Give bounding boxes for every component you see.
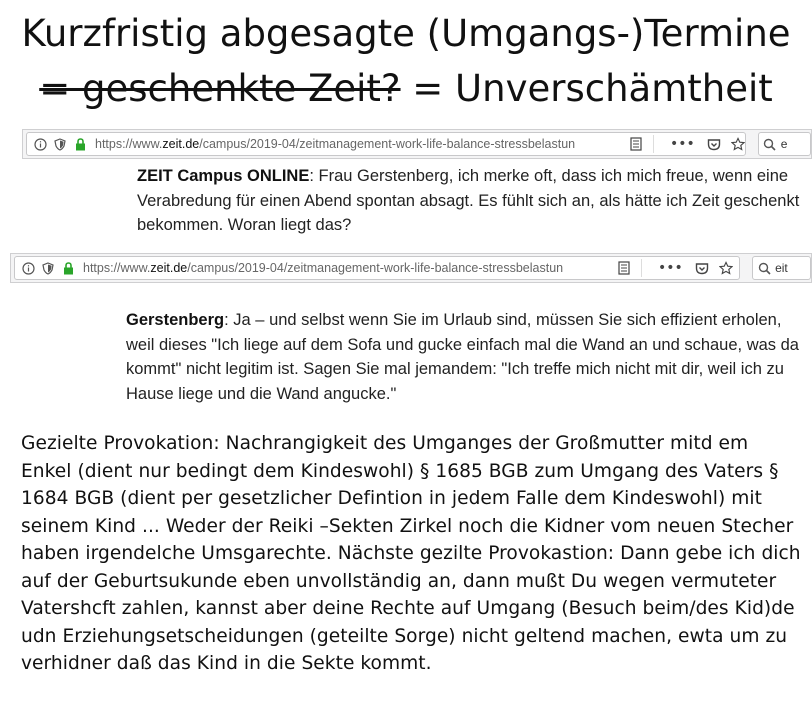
reader-view-icon[interactable]	[617, 261, 631, 275]
pocket-icon[interactable]	[707, 137, 721, 151]
title-line-2	[0, 67, 812, 111]
article-excerpt-answer	[126, 308, 806, 406]
lock-icon	[73, 137, 87, 151]
divider	[641, 259, 642, 277]
commentary-text	[21, 430, 801, 678]
answer-text: : Ja – und selbst wenn Sie im Urlaub sind, müssen Sie sich effizient erholen, weil dieses "Ich liege auf dem Sofa und gucke einfach mal die Wand an und schaue, was da kommt" nicht legitim ist. Sagen Sie mal jemandem: "Ich treffe mich nicht mit dir, weil ich zu Hause liege und die Wand angucke."	[126, 311, 799, 403]
shield-icon[interactable]	[41, 261, 55, 275]
url-field[interactable]	[14, 256, 740, 280]
lock-icon	[61, 261, 75, 275]
article-excerpt-question	[137, 164, 807, 238]
search-field[interactable]	[758, 132, 811, 156]
title-line-2-rest: = Unverschämtheit	[412, 67, 773, 110]
url-field[interactable]	[26, 132, 746, 156]
info-icon[interactable]	[33, 137, 47, 151]
reader-view-icon[interactable]	[629, 137, 643, 151]
more-actions-icon[interactable]: •••	[670, 136, 695, 152]
speaker-label: ZEIT Campus ONLINE	[137, 167, 310, 185]
search-icon	[763, 137, 777, 151]
title-line-1: Kurzfristig abgesagte (Umgangs-)Termine	[21, 12, 791, 55]
browser-toolbar-2	[10, 253, 812, 283]
question-text: : Frau Gerstenberg, ich merke oft, dass ich mich freue, wenn eine Verabredung für einen Abend spontan absagt. Es fühlt sich an, als hätte ich Zeit geschenkt bekommen. Woran liegt das?	[137, 167, 800, 234]
divider	[653, 135, 654, 153]
speaker-label: Gerstenberg	[126, 311, 225, 329]
search-field[interactable]	[752, 256, 811, 280]
url-text: https://www.zeit.de/campus/2019-04/zeitmanagement-work-life-balance-stressbelastun	[83, 261, 564, 275]
shield-icon[interactable]	[53, 137, 67, 151]
search-icon	[757, 261, 771, 275]
star-icon[interactable]	[731, 137, 745, 151]
pocket-icon[interactable]	[695, 261, 709, 275]
url-text: https://www.zeit.de/campus/2019-04/zeitmanagement-work-life-balance-stressbelastun	[95, 137, 576, 151]
search-text: eit	[775, 261, 788, 275]
star-icon[interactable]	[719, 261, 733, 275]
browser-toolbar-1	[22, 129, 812, 159]
more-actions-icon[interactable]: •••	[658, 260, 683, 276]
info-icon[interactable]	[21, 261, 35, 275]
commentary-paragraph: Gezielte Provokation: Nachrangigkeit des Umganges der Großmutter mitd em Enkel (dient nur bedingt dem Kindeswohl) § 1685 BGB zum Umgang des Vaters § 1684 BGB (dient per gesetzlicher Defintion in jedem Falle dem Kindeswohl) mit seinem Kind ... Weder der Reiki –Sekten Zirkel noch die Kidner vom neuen Stecher haben irgendelche Umsgarechte. Nächste gezilte Provokastion: Dann gebe ich dich auf der Geburtsukunde eben unvollständig an, dann mußt Du wegen vermuteter Vatershcft zahlen, kannst aber deine Rechte auf Umgang (Besuch beim/des Kid)de udn Erziehungsetscheidungen (geteilte Sorge) nicht geltend machen, ewta um zu verhidner daß das Kind in die Sekte kommt.	[21, 433, 801, 674]
struck-phrase: = geschenkte Zeit?	[39, 67, 401, 110]
search-text: e	[780, 137, 788, 151]
